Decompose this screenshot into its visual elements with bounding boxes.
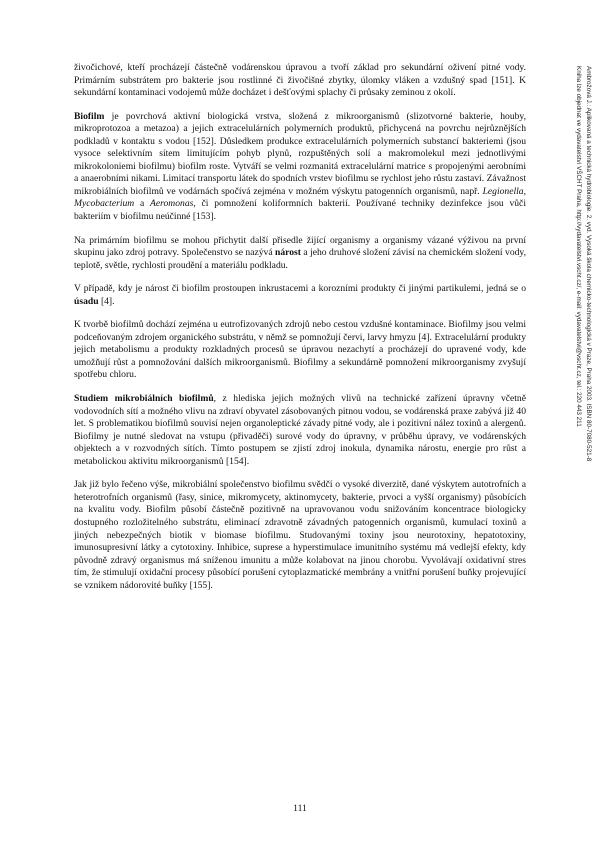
paragraph-biofilm-formation (74, 319, 526, 382)
text-run: K tvorbě biofilmů dochází zejména u eutrofizovaných zdrojů nebo cestou vzdušné kontaminace. Biofilmy jsou velmi podceňovaným zdrojem organického substrátu, v němž se pomnožují červi, larvy hmyzu [4]. Extracelulární produkty jejich metabolismu a produkty rozkladných procesů se úpravou nezachytí a procházejí do upravené vody, kde umožňují růst a pomnožování dalších mikroorganismů. Biofilmy a sekundárně pomnožení mikroorganismy zvyšují spotřebu chloru. (74, 319, 526, 381)
side-citation (561, 66, 593, 606)
paragraph-1 (74, 62, 526, 100)
bold-term: Biofilm (74, 110, 105, 122)
italic-term: Legionella, Mycobacterium (74, 185, 526, 210)
side-citation-line-1: Ambrožová J.: Aplikovaná a technická hydrobiologie. 2. vyd. Vysoká škola chemicko-technologická v Praze, Praha 2003. ISBN 80-7080-521-8 (585, 66, 592, 462)
text-run: je povrchová aktivní biologická vrstva, složená z mikroorganismů (slizotvorné bakterie, houby, mikroprotozoa a metazoa) a jejich extracelulárních polymerních produktů, přichycená na povrchu nejrůznějších podkladů v kontaktu s vodou [152]. Důsledkem produkce extracelulárních polymerních substancí bakteriemi (jsou vysoce selektivním sítem limitujícím pohyb plynů, rozpuštěných solí a makromolekul mezi jednotlivými mikrokoloniemi biofilmu) biofilm roste. Vytváří se velmi rozmanitá extracelulární matrice s propojenými aerobními a anaerobními nikami. Limitací transportu látek do spodních vrstev biofilmu se rychlost jeho růstu zastaví. Závažnost mikrobiálních biofilmů ve vodárnách spočívá zejména v možném výskytu patogenních organismů, např. (74, 110, 526, 197)
text-run: Jak již bylo řečeno výše, mikrobiální společenstvo biofilmu svědčí o vysoké diverzitě, dané výskytem autotrofních a heterotrofních organismů (řasy, sinice, mikromycety, aktinomycety, bakterie, prvoci a vyšší organismy) působících na kvalitu vody. Biofilm působí částečně pozitivně na upravovanou vodu snižováním koncentrace biologicky dostupného rozložitelného substrátu, eliminací zdravotně závadných patogenních organismů, kumulací toxinů a jiných nebezpečných biotik v biomase biofilmu. Studovanými toxiny jsou neurotoxiny, hepatotoxiny, imunosupresivní látky a cytotoxiny. Inhibice, suprese a hyperstimulace imunitního systému má vedlejší efekty, kdy původně zdravý organismus má sníženou imunitu a může kolabovat na jinou chorobu. Vyvolávají oxidativní stres tím, že stimulují oxidační procesy působící porušení cytoplazmatické membrány a vnitřní porušení buňky projevující se vznikem nádorovité buňky [155]. (74, 479, 526, 591)
text-run: živočichové, kteří procházejí částečně vodárenskou úpravou a tvoří základ pro sekundární oživení pitné vody. Primárním substrátem pro bakterie jsou rostlinné či živočišné zbytky, úlomky vláken a vzdušný spad [151]. K sekundární kontaminaci vodojemů může docházet i dešťovými splachy či průsaky zeminou z okolí. (74, 62, 526, 99)
paragraph-biofilm-definition (74, 111, 526, 224)
page-number: 111 (293, 803, 307, 814)
text-run: , či pomnožení koliformních bakterií. Používané techniky dezinfekce jsou vůči bakteriím v biofilmu neúčinné [153]. (74, 198, 526, 223)
bold-term: Studiem mikrobiálních biofilmů (74, 393, 214, 405)
paragraph-usada (74, 283, 526, 308)
text-run: , z hlediska jejich možných vlivů na technické zařízení úpravny včetně vodovodních sítí a možného vlivu na zdraví obyvatel zásobovaných pitnou vodou, se vodárenská praxe zabývá již 40 let. S problematikou biofilmů souvisí nejen organoleptické závady pitné vody, ale i pozitivní nález toxinů a alergenů. Biofilmy je nutné sledovat na vstupu (přivaděči) surové vody do úpravny, v průběhu úpravy, ve vodárenských objektech a v rozvodných sítích. Tímto postupem se zjistí zdroj inokula, dynamika nárostu, energie pro růst a metabolickou aktivitu mikroorganismů [154]. (74, 393, 526, 467)
paragraph-biofilm-study (74, 393, 526, 468)
text-run: V případě, kdy je nárost či biofilm prostoupen inkrustacemi a korozními produkty či jinými partikulemi, jedná se o (74, 283, 526, 295)
text-run: a (134, 198, 150, 210)
side-citation-text (573, 66, 593, 606)
text-run: [4]. (98, 295, 115, 307)
text-run: a jeho druhové složení závisí na chemickém složení vody, teplotě, světle, rychlosti proudění a materiálu podkladu. (74, 247, 526, 271)
paragraph-narost (74, 235, 526, 273)
paragraph-biofilm-diversity (74, 479, 526, 592)
side-citation-line-2: Kniha lze objednat ve vydavatelství VŠCHT Praha, http://vydavatelstvi.vscht.cz/, e-mail: vydavatelstvi@vscht.cz, tel.: 220 443 211 (575, 66, 582, 427)
text-run: Na primárním biofilmu se mohou přichytit další přisedle žijící organismy a organismy vázané výživou na první skupinu jako zdroj potravy. Společenstvo se nazývá (74, 234, 526, 259)
italic-term: Aeromonas (150, 198, 194, 210)
bold-term: úsadu (74, 295, 99, 307)
bold-term: nárost (275, 247, 301, 259)
page-body (74, 62, 526, 603)
